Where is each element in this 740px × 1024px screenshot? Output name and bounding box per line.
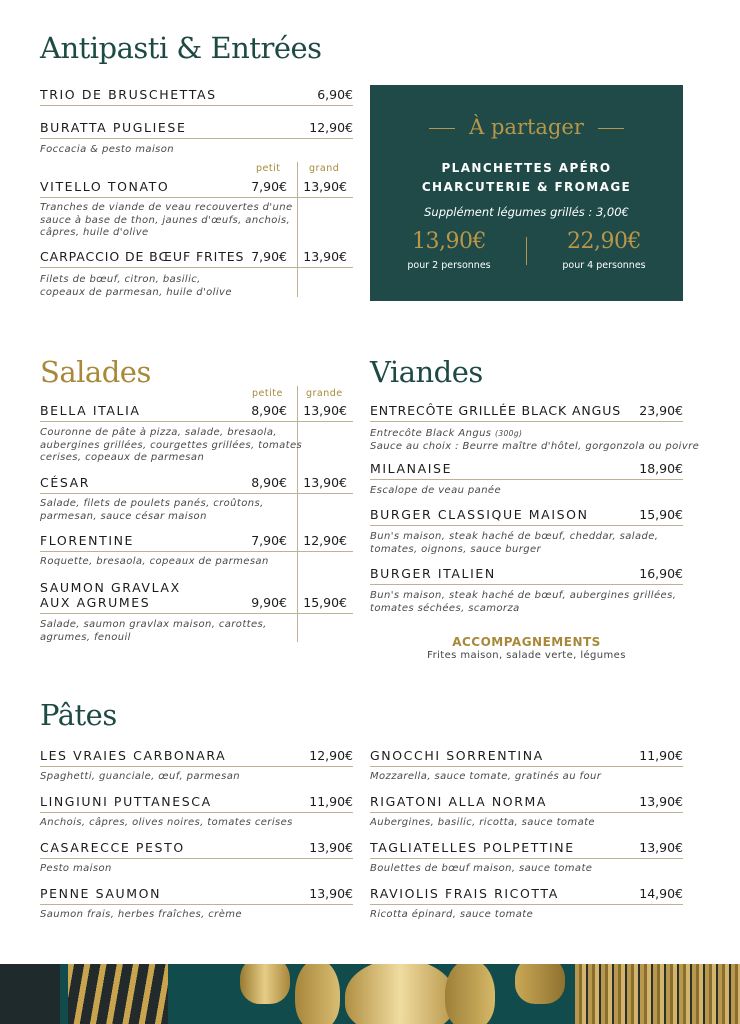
- desc-line: Couronne de pâte à pizza, salade, bresaola,: [40, 427, 277, 438]
- desc-line: Salade, saumon gravlax maison, carottes,: [40, 619, 267, 630]
- item-name-line-2: AUX AGRUMES: [40, 595, 151, 611]
- item-price: 13,90€: [639, 794, 683, 809]
- menu-item: [40, 474, 353, 494]
- item-name: BURATTA PUGLIESE: [40, 120, 187, 136]
- item-name: CÉSAR: [40, 475, 91, 491]
- item-description: Saumon frais, herbes fraîches, crème: [40, 909, 242, 920]
- item-description: [40, 498, 264, 523]
- accompagnements-title: ACCOMPAGNEMENTS: [452, 635, 601, 649]
- item-price-grand: 12,90€: [303, 533, 347, 548]
- desc-line: Bun's maison, steak haché de bœuf, aubergines grillées,: [370, 590, 677, 601]
- item-name: CASARECCE PESTO: [40, 840, 185, 856]
- menu-item: [40, 248, 353, 268]
- desc-line: câpres, huile d'olive: [40, 227, 149, 238]
- item-name: GNOCCHI SORRENTINA: [370, 748, 544, 764]
- item-description: [40, 274, 232, 299]
- sharing-price-2: 13,90€: [412, 229, 486, 254]
- item-description: Pesto maison: [40, 863, 112, 874]
- item-price-grand: 13,90€: [303, 179, 347, 194]
- menu-item: [370, 793, 683, 813]
- item-price: 12,90€: [309, 120, 353, 135]
- sharing-label-2: pour 2 personnes: [407, 260, 491, 271]
- item-weight: (300g): [495, 429, 523, 438]
- sharing-divider: [526, 237, 527, 265]
- sharing-supplement: Supplément légumes grillés : 3,00€: [424, 205, 629, 219]
- item-name: FLORENTINE: [40, 533, 135, 549]
- sharing-line-2: CHARCUTERIE & FROMAGE: [421, 180, 632, 194]
- menu-item: [370, 839, 683, 859]
- desc-line: Filets de bœuf, citron, basilic,: [40, 274, 201, 285]
- menu-item: [40, 885, 353, 905]
- item-price: 6,90€: [317, 87, 353, 102]
- desc-line: sauce à base de thon, jaunes d'œufs, anchois,: [40, 214, 291, 226]
- item-name: TRIO DE BRUSCHETTAS: [40, 87, 217, 103]
- item-name: BURGER ITALIEN: [370, 566, 496, 582]
- menu-item: [370, 885, 683, 905]
- item-name: CARPACCIO DE BŒUF FRITES: [40, 249, 245, 265]
- item-price: 23,90€: [639, 403, 683, 418]
- item-price-petit: 9,90€: [251, 595, 287, 610]
- sharing-title: [370, 115, 683, 139]
- menu-item: [40, 119, 353, 139]
- item-price-petit: 8,90€: [251, 403, 287, 418]
- desc-line: [370, 428, 699, 441]
- desc-line: cerises, copeaux de parmesan: [40, 452, 205, 463]
- item-name: TAGLIATELLES POLPETTINE: [370, 840, 575, 856]
- section-title-antipasti: Antipasti & Entrées: [40, 31, 322, 65]
- section-title-pates: Pâtes: [40, 698, 117, 732]
- menu-item: [370, 506, 683, 526]
- menu-item: [40, 594, 353, 614]
- item-price-grand: 13,90€: [303, 249, 347, 264]
- size-header-petite: petite: [252, 388, 283, 399]
- item-name: ENTRECÔTE GRILLÉE BLACK ANGUS: [370, 403, 622, 419]
- item-price-grand: 15,90€: [303, 595, 347, 610]
- item-price: 12,90€: [309, 748, 353, 763]
- section-title-viandes: Viandes: [370, 355, 483, 389]
- item-description: Ricotta épinard, sauce tomate: [370, 909, 534, 920]
- item-name: RAVIOLIS FRAIS RICOTTA: [370, 886, 559, 902]
- menu-item: [40, 532, 353, 552]
- item-name: BELLA ITALIA: [40, 403, 141, 419]
- sharing-box: [370, 85, 683, 301]
- item-price-petit: 7,90€: [251, 179, 287, 194]
- section-title-salades: Salades: [40, 355, 151, 389]
- menu-item: [370, 747, 683, 767]
- sharing-title-text: À partager: [469, 115, 584, 139]
- item-price: 16,90€: [639, 566, 683, 581]
- item-name: LES VRAIES CARBONARA: [40, 748, 227, 764]
- item-description: [370, 428, 699, 453]
- item-name: RIGATONI ALLA NORMA: [370, 794, 548, 810]
- item-price-grand: 13,90€: [303, 403, 347, 418]
- item-price-petit: 7,90€: [251, 249, 287, 264]
- item-description: Mozzarella, sauce tomate, gratinés au four: [370, 771, 602, 782]
- accompagnements-text: Frites maison, salade verte, légumes: [427, 650, 626, 661]
- item-price-petit: 8,90€: [251, 475, 287, 490]
- desc-line: aubergines grillées, courgettes grillées, tomates: [40, 439, 303, 451]
- menu-item: [40, 747, 353, 767]
- desc-line: parmesan, sauce césar maison: [40, 510, 207, 522]
- desc-line: Bun's maison, steak haché de bœuf, cheddar, salade,: [370, 531, 659, 542]
- item-name: LINGIUNI PUTTANESCA: [40, 794, 212, 810]
- sharing-label-4: pour 4 personnes: [562, 260, 646, 271]
- size-header-grand: grand: [309, 163, 340, 174]
- item-price: 15,90€: [639, 507, 683, 522]
- desc-line: Sauce au choix : Beurre maître d'hôtel, gorgonzola ou poivre: [370, 440, 700, 452]
- item-description: [40, 202, 293, 240]
- item-price: 11,90€: [309, 794, 353, 809]
- item-description: [40, 427, 302, 465]
- desc-line: tomates séchées, scamorza: [370, 602, 520, 614]
- desc-line: copeaux de parmesan, huile d'olive: [40, 286, 232, 298]
- menu-item: [370, 460, 683, 480]
- item-price-petit: 7,90€: [251, 533, 287, 548]
- item-description: Foccacia & pesto maison: [40, 144, 174, 155]
- desc-text: Entrecôte Black Angus: [370, 428, 492, 439]
- item-description: [370, 590, 676, 615]
- menu-item: [40, 86, 353, 106]
- menu-item: [370, 565, 683, 585]
- item-description: Spaghetti, guanciale, œuf, parmesan: [40, 771, 240, 782]
- item-price: 11,90€: [639, 748, 683, 763]
- size-header-grande: grande: [306, 388, 343, 399]
- item-description: Roquette, bresaola, copeaux de parmesan: [40, 556, 269, 567]
- item-price: 14,90€: [639, 886, 683, 901]
- item-name: BURGER CLASSIQUE MAISON: [370, 507, 589, 523]
- item-price: 18,90€: [639, 461, 683, 476]
- item-name: VITELLO TONATO: [40, 179, 170, 195]
- sharing-line-1: PLANCHETTES APÉRO: [441, 161, 612, 175]
- desc-line: Tranches de viande de veau recouvertes d'une: [40, 202, 293, 213]
- sharing-price-4: 22,90€: [567, 229, 641, 254]
- decorative-gold-leaf-banner: [0, 964, 740, 1024]
- item-description: [370, 531, 658, 556]
- menu-item: [40, 178, 353, 198]
- desc-line: Salade, filets de poulets panés, croûtons,: [40, 498, 264, 509]
- item-description: [40, 619, 267, 644]
- menu-item: [40, 839, 353, 859]
- item-price: 13,90€: [309, 886, 353, 901]
- item-description: Anchois, câpres, olives noires, tomates cerises: [40, 817, 293, 828]
- item-description: Escalope de veau panée: [370, 485, 502, 496]
- item-price: 13,90€: [639, 840, 683, 855]
- size-header-petit: petit: [256, 163, 281, 174]
- item-price: 13,90€: [309, 840, 353, 855]
- menu-item: [40, 402, 353, 422]
- item-name-line-1: SAUMON GRAVLAX: [40, 580, 181, 595]
- item-description: Aubergines, basilic, ricotta, sauce tomate: [370, 817, 595, 828]
- item-name: MILANAISE: [370, 461, 453, 477]
- menu-item: [40, 793, 353, 813]
- menu-item: [370, 402, 683, 422]
- item-name: PENNE SAUMON: [40, 886, 162, 902]
- desc-line: tomates, oignons, sauce burger: [370, 543, 542, 555]
- desc-line: agrumes, fenouil: [40, 631, 131, 643]
- item-description: Boulettes de bœuf maison, sauce tomate: [370, 863, 593, 874]
- item-price-grand: 13,90€: [303, 475, 347, 490]
